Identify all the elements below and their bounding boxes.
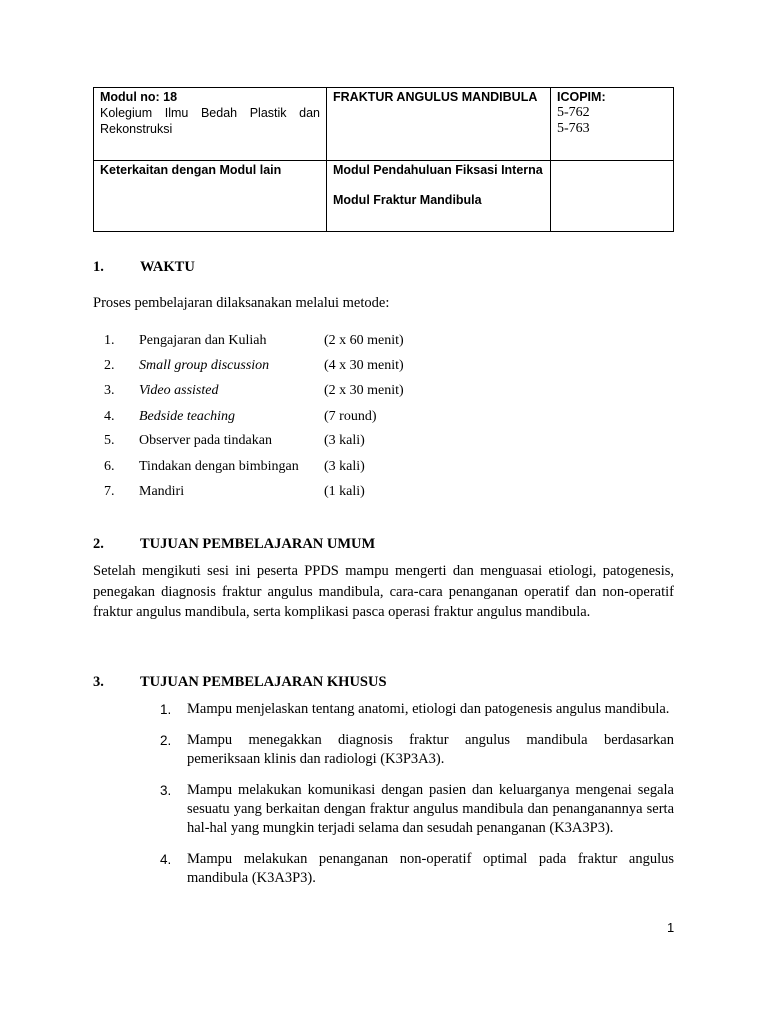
list-item (160, 731, 674, 769)
related-modules-cell (327, 161, 551, 232)
section-number: 3. (93, 674, 104, 690)
item-text: Mampu melakukan penanganan non-operatif optimal pada fraktur angulus mandibula (K3A3P3). (187, 851, 674, 886)
section-title: TUJUAN PEMBELAJARAN UMUM (140, 536, 376, 552)
method-label: Bedside teaching (139, 409, 236, 424)
item-text: Mampu melakukan komunikasi dengan pasien dan keluarganya mengenai segala sesuatu yang berkaitan dengan fraktur angulus mandibula dan penanganannya serta hal-hal yang mungkin terjadi selama dan sesudah penanganan (K3A3P3). (187, 782, 674, 836)
item-number: 4. (160, 852, 172, 867)
item-text: Mampu menegakkan diagnosis fraktur angulus mandibula berdasarkan pemeriksaan klinis dan radiologi (K3P3A3). (187, 732, 674, 767)
method-duration: (2 x 30 menit) (324, 383, 404, 398)
section-number: 2. (93, 536, 104, 552)
method-duration: (7 round) (324, 409, 377, 424)
method-number: 7. (104, 484, 115, 499)
item-number: 1. (160, 702, 172, 717)
specific-objectives-list (160, 700, 674, 900)
method-duration: (4 x 30 menit) (324, 358, 404, 373)
item-text: Mampu menjelaskan tentang anatomi, etiologi dan patogenesis angulus mandibula. (187, 701, 670, 717)
kolegium-name: Kolegium Ilmu Bedah Plastik dan (100, 106, 320, 120)
method-label: Pengajaran dan Kuliah (139, 333, 267, 348)
method-label: Small group discussion (139, 358, 270, 373)
empty-cell (551, 161, 674, 232)
method-label: Observer pada tindakan (139, 433, 272, 448)
related-module: Modul Fraktur Mandibula (333, 193, 482, 207)
kolegium-name-cont: Rekonstruksi (100, 122, 173, 136)
page-number: 1 (667, 920, 675, 935)
method-duration: (1 kali) (324, 484, 365, 499)
method-number: 6. (104, 459, 115, 474)
related-module: Modul Pendahuluan Fiksasi Interna (333, 163, 543, 177)
header-row-2 (94, 161, 674, 232)
icopim-cell (551, 88, 674, 161)
section-number: 1. (93, 259, 104, 275)
module-number: Modul no: 18 (100, 90, 178, 104)
item-number: 2. (160, 733, 172, 748)
header-row-1 (94, 88, 674, 161)
icopim-code: 5-763 (557, 121, 590, 136)
section-1-heading (93, 259, 195, 276)
related-modules-label: Keterkaitan dengan Modul lain (94, 161, 327, 232)
item-number: 3. (160, 783, 172, 798)
method-label: Tindakan dengan bimbingan (139, 459, 299, 474)
icopim-label: ICOPIM: (557, 90, 606, 104)
list-item (160, 850, 674, 888)
general-objective-text: Setelah mengikuti sesi ini peserta PPDS mampu mengerti dan menguasai etiologi, patogenesis, penegakan diagnosis fraktur angulus mandibula, cara-cara penanganan operatif dan non-operatif fraktur angulus mandibula, serta komplikasi pasca operasi fraktur angulus mandibula. (93, 563, 674, 620)
method-number: 5. (104, 433, 115, 448)
method-duration: (3 kali) (324, 433, 365, 448)
module-title: FRAKTUR ANGULUS MANDIBULA (327, 88, 551, 161)
section-2-heading (93, 536, 375, 553)
icopim-code: 5-762 (557, 105, 590, 120)
section-title: WAKTU (140, 259, 195, 275)
section-title: TUJUAN PEMBELAJARAN KHUSUS (140, 674, 387, 690)
method-number: 1. (104, 333, 115, 348)
method-duration: (2 x 60 menit) (324, 333, 404, 348)
method-number: 4. (104, 409, 115, 424)
method-label: Video assisted (139, 383, 219, 398)
method-number: 3. (104, 383, 115, 398)
method-label: Mandiri (139, 484, 185, 499)
module-info-cell (94, 88, 327, 161)
method-number: 2. (104, 358, 115, 373)
list-item (160, 781, 674, 838)
module-header-table (93, 87, 674, 232)
methods-intro: Proses pembelajaran dilaksanakan melalui metode: (93, 295, 390, 311)
section-3-heading (93, 674, 387, 691)
method-duration: (3 kali) (324, 459, 365, 474)
list-item (160, 700, 674, 719)
